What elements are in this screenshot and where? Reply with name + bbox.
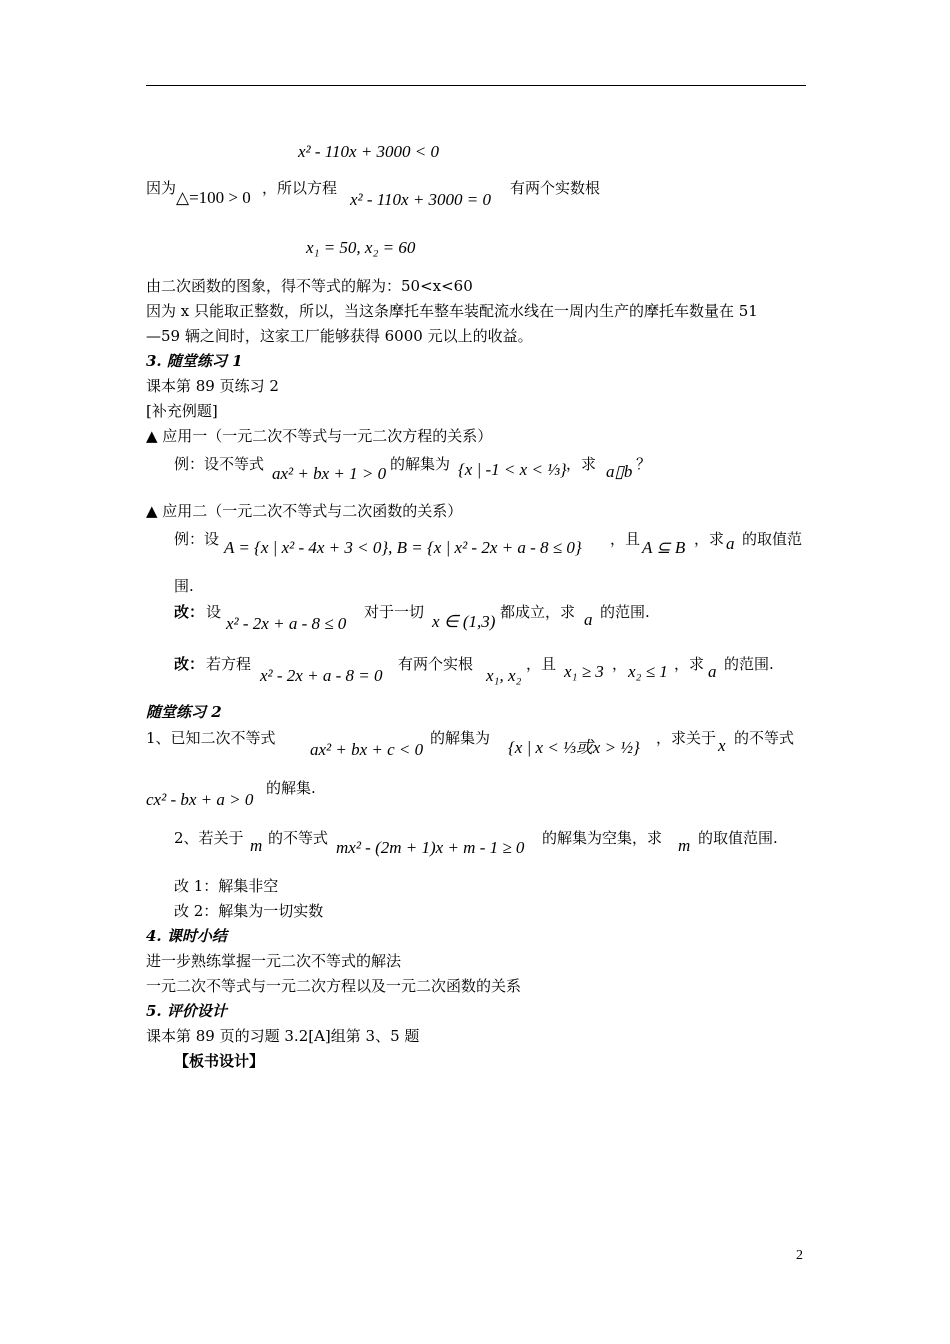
discriminant: △=100 > 0 [176, 188, 251, 207]
text-line: 因为 [146, 179, 177, 197]
solution-set: {x | -1 < x < ⅓} [458, 460, 567, 479]
paragraph: 课本第 89 页的习题 3.2[A]组第 3、5 题 [146, 1027, 420, 1045]
text-line: 围. [174, 577, 194, 595]
text-line: ，求 [566, 455, 597, 473]
example-2: 例：设 [174, 530, 220, 548]
expression-ab: a▯b [606, 462, 633, 481]
text-line: ，求 [694, 530, 725, 548]
board-design-heading: 【板书设计】 [174, 1052, 265, 1070]
paragraph: 课本第 89 页练习 2 [146, 377, 279, 395]
equation-2: x² - 2x + a - 8 = 0 [260, 666, 383, 685]
variation-2: 改 2：解集为一切实数 [174, 902, 324, 920]
section-heading: 3. 随堂练习 1 [146, 352, 243, 370]
text-line: 的解集为空集，求 [542, 829, 663, 847]
condition-x1: x₁ ≥ 3 [564, 662, 604, 681]
variation-1: 改 1：解集非空 [174, 877, 279, 895]
variable-x: x [718, 736, 726, 755]
inequality-1: x² - 110x + 3000 < 0 [298, 142, 440, 161]
variable-m: m [678, 836, 691, 855]
roots: x₁ = 50, x₂ = 60 [306, 238, 416, 257]
inequality-4: ax² + bx + c < 0 [310, 740, 424, 759]
text-line: ， [612, 655, 628, 673]
inequality-2: ax² + bx + 1 > 0 [272, 464, 387, 483]
question-2: 2、若关于 [174, 829, 244, 847]
equation-1: x² - 110x + 3000 = 0 [350, 190, 492, 209]
inequality-3: x² - 2x + a - 8 ≤ 0 [226, 614, 347, 633]
paragraph: 进一步熟练掌握一元二次不等式的解法 [146, 952, 402, 970]
text-line: ？ [636, 455, 652, 473]
text-line: 有两个实数根 [510, 179, 601, 197]
section-heading: 随堂练习 2 [146, 703, 222, 721]
variation-label: 改： [174, 655, 205, 673]
roots-symbols: x₁, x₂ [486, 666, 522, 685]
text-line: ，且 [526, 655, 557, 673]
text-line: 的解集为 [390, 455, 451, 473]
text-line: 都成立，求 [500, 603, 576, 621]
text-line: 的不等式 [268, 829, 329, 847]
text-line: 的解集. [266, 779, 316, 797]
text-line: 对于一切 [364, 603, 425, 621]
subset-relation: A ⊆ B [642, 538, 686, 557]
solution-set-2: {x | x < ⅓或x > ½} [508, 738, 640, 757]
application-1: ▲ 应用一（一元二次不等式与一元二次方程的关系） [146, 427, 493, 445]
paragraph: 由二次函数的图象，得不等式的解为：50<x<60 [146, 277, 473, 295]
text-line: ，求 [674, 655, 705, 673]
text-line: 若方程 [206, 655, 252, 673]
variable-m: m [250, 836, 263, 855]
paragraph: 一元二次不等式与一元二次方程以及一元二次函数的关系 [146, 977, 522, 995]
header-rule [146, 85, 806, 86]
section-heading: 5. 评价设计 [146, 1002, 227, 1020]
set-definition: A = {x | x² - 4x + 3 < 0}, B = {x | x² - 2x + a - 8 ≤ 0} [224, 538, 582, 557]
section-heading: 4. 课时小结 [146, 927, 227, 945]
text-line: 的不等式 [734, 729, 795, 747]
question-1: 1、已知二次不等式 [146, 729, 276, 747]
text-line: 的范围. [724, 655, 774, 673]
application-2: ▲ 应用二（一元二次不等式与二次函数的关系） [146, 502, 463, 520]
page-number: 2 [796, 1248, 803, 1263]
text-line: ，且 [610, 530, 641, 548]
text-line: 的取值范 [742, 530, 803, 548]
text-line: ，所以方程 [262, 179, 338, 197]
condition-x2: x₂ ≤ 1 [628, 662, 668, 681]
paragraph: [补充例题] [146, 402, 218, 420]
text-line: 有两个实根 [398, 655, 474, 673]
variation-label: 改： [174, 603, 205, 621]
interval: x ∈ (1,3) [432, 612, 496, 631]
inequality-5: cx² - bx + a > 0 [146, 790, 254, 809]
text-line: 的取值范围. [698, 829, 778, 847]
text-line: 的范围. [600, 603, 650, 621]
paragraph: 因为 x 只能取正整数，所以，当这条摩托车整车装配流水线在一周内生产的摩托车数量在 51 [146, 302, 758, 320]
variable-a: a [726, 534, 735, 553]
text-line: ，求关于 [656, 729, 717, 747]
inequality-6: mx² - (2m + 1)x + m - 1 ≥ 0 [336, 838, 525, 857]
text-line: 设 [206, 603, 222, 621]
variable-a: a [584, 610, 593, 629]
variable-a: a [708, 662, 717, 681]
text-line: 的解集为 [430, 729, 491, 747]
paragraph: —59 辆之间时，这家工厂能够获得 6000 元以上的收益。 [146, 327, 533, 345]
example-1: 例：设不等式 [174, 455, 265, 473]
